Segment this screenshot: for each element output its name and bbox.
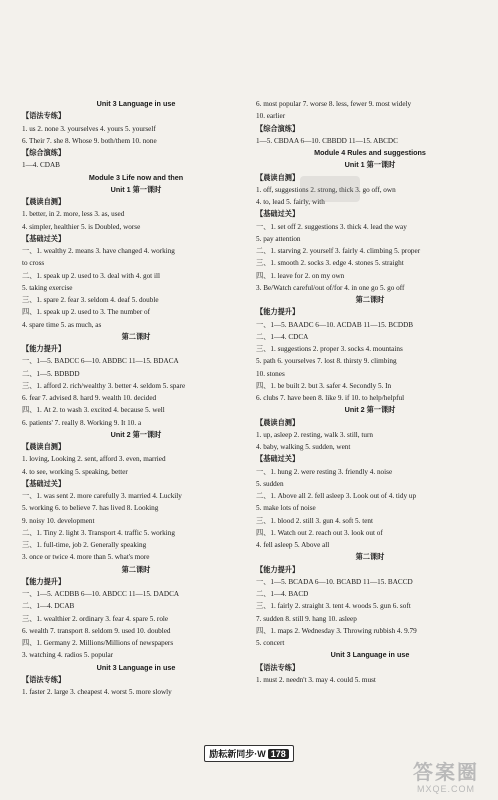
answer-line: 4. spare time 5. as much, as bbox=[22, 320, 102, 329]
section-heading: 【能力提升】 bbox=[22, 576, 66, 586]
answer-line: 4. to, lead 5. fairly, with bbox=[256, 198, 325, 206]
answer-line: 1. loving, Looking 2. sent, afford 3. even, married bbox=[22, 455, 166, 464]
section-heading: 【能力提升】 bbox=[256, 564, 300, 574]
answer-line: 三、1. blood 2. still 3. gun 4. soft 5. tent bbox=[256, 516, 373, 525]
answer-line: 四、1. Watch out 2. reach out 3. look out of bbox=[256, 528, 383, 537]
answer-line: 一、1. wealthy 2. means 3. have changed 4. working bbox=[22, 247, 175, 255]
section-heading: 【晨读自测】 bbox=[256, 172, 300, 182]
answer-line: 一、1. hung 2. were resting 3. friendly 4. noise bbox=[256, 467, 393, 476]
answer-line: 5. sudden bbox=[256, 479, 284, 488]
answer-line: 4. baby, walking 5. sudden, went bbox=[256, 443, 351, 451]
answer-line: 一、1. was sent 2. more carefully 3. married 4. Luckily bbox=[22, 492, 182, 500]
answer-line: 4. fell asleep 5. Above all bbox=[256, 541, 330, 549]
answer-line: 4. to see, working 5. speaking, better bbox=[22, 467, 128, 476]
answer-line: 二、1. Above all 2. fell asleep 3. Look out of 4. tidy up bbox=[256, 492, 417, 500]
answer-line: 一、1—5. BAADC 6—10. ACDAB 11—15. BCDDB bbox=[256, 320, 414, 329]
answer-line: 四、1. At 2. to wash 3. excited 4. because 5. well bbox=[22, 406, 165, 415]
section-heading: 【综合演练】 bbox=[256, 123, 300, 133]
unit-heading: Unit 3 Language in use bbox=[96, 662, 176, 672]
section-heading: 【基础过关】 bbox=[22, 478, 66, 488]
answer-line: 一、1. set off 2. suggestions 3. thick 4. lead the way bbox=[256, 222, 407, 231]
section-heading: 【晨读自测】 bbox=[256, 417, 300, 427]
footer-badge bbox=[204, 745, 294, 762]
answer-line: 一、1—5. ACDBB 6—10. ABDCC 11—15. DADCA bbox=[22, 590, 180, 598]
answer-line: 三、1. afford 2. rich/wealthy 3. better 4. seldom 5. spare bbox=[22, 381, 186, 390]
answer-line: 二、1—4. CDCA bbox=[256, 332, 309, 341]
answer-line: 四、1. maps 2. Wednesday 3. Throwing rubbish 4. 9.79 bbox=[256, 626, 417, 635]
answer-line: 5. make lots of noise bbox=[256, 504, 316, 513]
section-heading: 【晨读自测】 bbox=[22, 442, 66, 451]
answer-line: 三、1. full-time, job 2. Generally speaking bbox=[22, 541, 147, 549]
answer-line: 1. up, asleep 2. resting, walk 3. still, turn bbox=[256, 430, 373, 439]
answer-line: 4. simpler, healthier 5. is Doubled, worse bbox=[22, 222, 141, 231]
answer-line: 1. must 2. needn't 3. may 4. could 5. must bbox=[256, 675, 376, 684]
answer-line: 二、1—5. BDBDD bbox=[22, 369, 80, 378]
answer-line: 6. Their 7. she 8. Whose 9. both/them 10. none bbox=[22, 136, 157, 145]
section-heading: 【语法专练】 bbox=[22, 674, 66, 684]
answer-line: 6. wealth 7. transport 8. seldom 9. used 10. doubled bbox=[22, 626, 171, 635]
answer-line: 5. path 6. yourselves 7. lost 8. thirsty 9. climbing bbox=[256, 357, 397, 366]
answer-line: 6. fear 7. advised 8. hard 9. wealth 10. decided bbox=[22, 394, 157, 402]
unit-heading: 第二课时 bbox=[121, 331, 151, 341]
answer-line: 10. stones bbox=[256, 369, 285, 378]
section-heading: 【能力提升】 bbox=[256, 307, 300, 317]
section-heading: 【语法专练】 bbox=[22, 111, 66, 121]
answer-line: 三、1. smooth 2. socks 3. edge 4. stones 5. straight bbox=[256, 259, 404, 268]
unit-heading: Unit 2 第一课时 bbox=[344, 405, 396, 415]
answer-line: 7. sudden 8. still 9. hang 10. asleep bbox=[256, 614, 357, 623]
section-heading: 【能力提升】 bbox=[22, 344, 66, 353]
answer-line: 二、1. Tiny 2. light 3. Transport 4. traffic 5. working bbox=[22, 528, 175, 537]
section-heading: 【基础过关】 bbox=[256, 209, 300, 219]
answer-line: 1—5. CBDAA 6—10. CBBDD 11—15. ABCDC bbox=[256, 136, 398, 145]
footer-brand: 励耘新同步·W bbox=[209, 749, 266, 759]
watermark-sub: MXQE.COM bbox=[416, 784, 475, 794]
section-heading: 【基础过关】 bbox=[256, 454, 300, 464]
answer-line: 三、1. suggestions 2. proper 3. socks 4. mountains bbox=[256, 345, 403, 353]
answer-line: 二、1. starving 2. yourself 3. fairly 4. climbing 5. proper bbox=[256, 247, 421, 255]
answer-line: 1—4. CDAB bbox=[22, 161, 60, 170]
answer-line: 四、1. Germany 2. Millions/Millions of newspapers bbox=[22, 639, 174, 647]
answer-line: 一、1—5. BADCC 6—10. ABDBC 11—15. BDACA bbox=[22, 357, 179, 366]
page-footer bbox=[0, 744, 498, 762]
answer-line: 10. earlier bbox=[256, 112, 286, 121]
answer-line: 6. patients' 7. really 8. Working 9. It 10. a bbox=[22, 418, 142, 427]
section-heading: 【基础过关】 bbox=[22, 233, 66, 243]
unit-heading: Unit 3 Language in use bbox=[330, 650, 410, 660]
unit-heading: 第二课时 bbox=[355, 552, 385, 562]
page-number: 178 bbox=[268, 749, 289, 759]
answer-line: 三、1. spare 2. fear 3. seldom 4. deaf 5. double bbox=[22, 296, 159, 304]
answer-line: to cross bbox=[22, 259, 45, 268]
unit-heading: 第二课时 bbox=[121, 564, 151, 574]
answer-line: 1. us 2. none 3. yourselves 4. yours 5. yourself bbox=[22, 124, 156, 133]
answer-line: 四、1. be built 2. but 3. safer 4. Secondly 5. In bbox=[256, 381, 392, 390]
answer-line: 四、1. leave for 2. on my own bbox=[256, 271, 345, 280]
unit-heading: Unit 1 第一课时 bbox=[344, 160, 396, 170]
unit-heading: Unit 1 第一课时 bbox=[110, 184, 162, 194]
answer-page bbox=[22, 98, 484, 734]
faded-stamp bbox=[300, 176, 360, 202]
answer-line: 5. concert bbox=[256, 639, 285, 647]
answer-line: 二、1—4. BACD bbox=[256, 590, 309, 598]
answer-line: 6. clubs 7. have been 8. like 9. if 10. to help/helpful bbox=[256, 394, 405, 402]
section-heading: 【晨读自测】 bbox=[22, 197, 66, 206]
answer-line: 1. better, in 2. more, less 3. as, used bbox=[22, 210, 125, 219]
unit-heading: 第二课时 bbox=[355, 295, 385, 304]
unit-heading: Module 3 Life now and then bbox=[88, 172, 184, 182]
unit-heading: Module 4 Rules and suggestions bbox=[314, 148, 426, 157]
answer-line: 9. noisy 10. development bbox=[22, 516, 95, 525]
answer-line: 5. pay attention bbox=[256, 234, 301, 243]
answer-line: 二、1. speak up 2. used to 3. deal with 4. got ill bbox=[22, 271, 160, 280]
section-heading: 【综合演练】 bbox=[22, 148, 66, 157]
answer-line: 5. taking exercise bbox=[22, 283, 73, 292]
answer-line: 四、1. speak up 2. used to 3. The number of bbox=[22, 308, 151, 317]
answer-line: 3. Be/Watch careful/out of/for 4. in one go 5. go off bbox=[256, 283, 405, 292]
answer-line: 5. working 6. to believe 7. has lived 8. Looking bbox=[22, 504, 159, 513]
left-column bbox=[22, 98, 250, 734]
answer-line: 三、1. wealthier 2. ordinary 3. fear 4. spare 5. role bbox=[22, 614, 169, 623]
answer-line: 1. off, suggestions 2. strong, thick 3. go off, own bbox=[256, 185, 396, 194]
answer-line: 二、1—4. DCAB bbox=[22, 602, 75, 611]
unit-heading: Unit 3 Language in use bbox=[96, 99, 176, 108]
answer-line: 3. watching 4. radios 5. popular bbox=[22, 651, 114, 660]
answer-line: 一、1—5. BCADA 6—10. BCABD 11—15. BACCD bbox=[256, 577, 413, 586]
answer-line: 三、1. fairly 2. straight 3. tent 4. woods 5. gun 6. soft bbox=[256, 602, 411, 611]
watermark-main: 答案圈 bbox=[413, 762, 479, 784]
watermark-logo bbox=[400, 762, 492, 796]
answer-line: 6. most popular 7. worse 8. less, fewer 9. most widely bbox=[256, 100, 412, 108]
answer-line: 1. faster 2. large 3. cheapest 4. worst 5. more slowly bbox=[22, 688, 172, 696]
right-column bbox=[256, 98, 484, 734]
section-heading: 【语法专练】 bbox=[256, 662, 300, 672]
answer-line: 3. once or twice 4. more than 5. what's more bbox=[22, 553, 150, 562]
unit-heading: Unit 2 第一课时 bbox=[110, 429, 162, 439]
